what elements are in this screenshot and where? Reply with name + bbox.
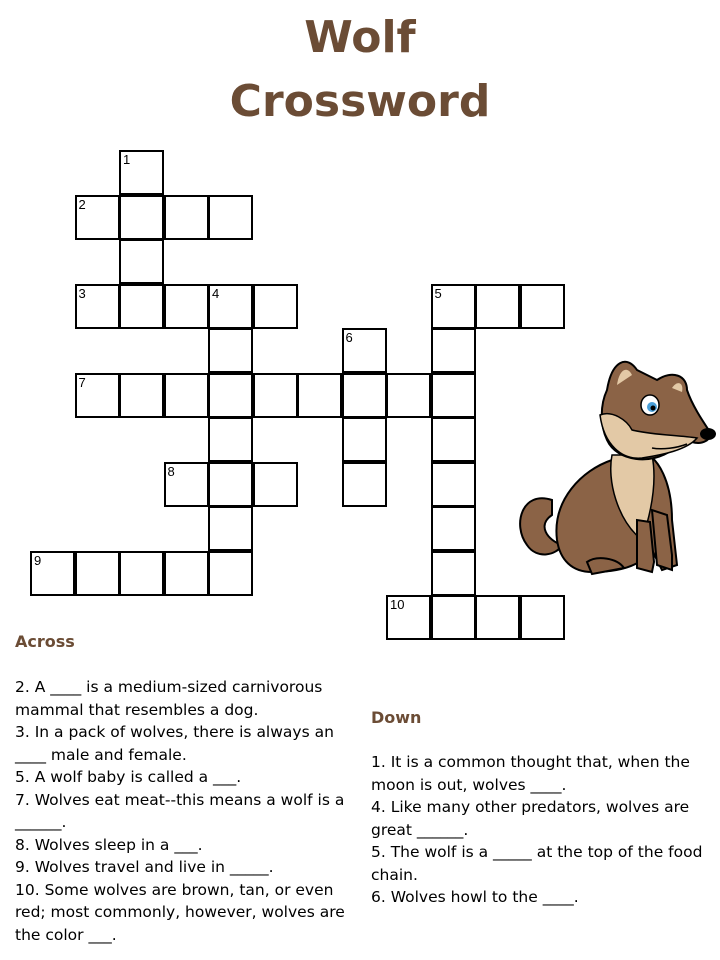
grid-cell[interactable]	[119, 150, 164, 195]
wolf-illustration	[512, 350, 717, 580]
grid-cell[interactable]	[297, 373, 342, 418]
across-clue: 5. A wolf baby is called a ___.	[15, 768, 242, 786]
across-clue-list	[15, 676, 345, 946]
clue-number: 1	[123, 152, 131, 167]
grid-cell[interactable]	[475, 284, 520, 329]
clue-number: 3	[78, 285, 86, 301]
clue-number: 4	[212, 285, 220, 301]
grid-cell[interactable]	[208, 373, 253, 418]
grid-cell[interactable]	[208, 462, 253, 507]
grid-cell[interactable]	[75, 284, 120, 329]
across-clue: 8. Wolves sleep in a ___.	[15, 835, 203, 854]
clue-number: 6	[345, 330, 353, 345]
down-clue: 1. It is a common thought that, when the moon is out, wolves ____.	[371, 753, 690, 794]
grid-cell[interactable]	[431, 462, 476, 507]
grid-cell[interactable]	[431, 595, 476, 640]
grid-cell[interactable]	[75, 551, 120, 596]
grid-cell[interactable]	[119, 239, 164, 284]
grid-cell[interactable]	[520, 284, 565, 329]
grid-cell[interactable]	[119, 284, 164, 329]
across-clue: 7. Wolves eat meat--this means a wolf is a ______.	[15, 790, 345, 831]
grid-cell[interactable]	[164, 284, 209, 329]
down-clue: 6. Wolves howl to the ____.	[371, 888, 579, 906]
down-clue: 4. Like many other predators, wolves are great ______.	[371, 798, 690, 839]
grid-cell[interactable]	[119, 195, 164, 240]
grid-cell[interactable]	[431, 373, 476, 418]
grid-cell[interactable]	[164, 551, 209, 596]
grid-cell[interactable]	[119, 551, 164, 596]
grid-cell[interactable]	[75, 373, 120, 418]
clue-number: 5	[434, 285, 442, 301]
grid-cell[interactable]	[208, 506, 253, 551]
grid-cell[interactable]	[119, 373, 164, 418]
grid-cell[interactable]	[30, 551, 75, 596]
grid-cell[interactable]	[342, 328, 387, 373]
clue-number: 2	[78, 196, 86, 212]
grid-cell[interactable]	[208, 328, 253, 373]
across-heading: Across	[15, 632, 75, 651]
grid-cell[interactable]	[253, 373, 298, 418]
across-clue: 10. Some wolves are brown, tan, or even red; most commonly, however, wolves are the color ___.	[15, 880, 345, 944]
grid-cell[interactable]	[208, 417, 253, 462]
across-clue: 3. In a pack of wolves, there is always an ____ male and female.	[15, 723, 334, 764]
title-line-2: Crossword	[229, 76, 491, 127]
grid-cell[interactable]	[253, 284, 298, 329]
down-clue: 5. The wolf is a _____ at the top of the food chain.	[371, 843, 703, 884]
title-line-1: Wolf	[304, 12, 416, 63]
across-clue: 2. A ____ is a medium-sized carnivorous mammal that resembles a dog.	[15, 678, 323, 719]
across-clue: 9. Wolves travel and live in _____.	[15, 858, 274, 876]
grid-cell[interactable]	[208, 551, 253, 596]
grid-cell[interactable]	[208, 284, 253, 329]
grid-cell[interactable]	[164, 373, 209, 418]
grid-cell[interactable]	[342, 373, 387, 418]
grid-cell[interactable]	[431, 506, 476, 551]
grid-cell[interactable]	[431, 551, 476, 596]
grid-cell[interactable]	[208, 195, 253, 240]
grid-cell[interactable]	[475, 595, 520, 640]
down-clue-list	[371, 751, 711, 909]
grid-cell[interactable]	[431, 417, 476, 462]
clue-number: 9	[34, 552, 42, 568]
clue-number: 7	[78, 374, 86, 390]
grid-cell[interactable]	[164, 195, 209, 240]
down-heading: Down	[371, 708, 422, 727]
grid-cell[interactable]	[342, 462, 387, 507]
grid-cell[interactable]	[164, 462, 209, 507]
clue-number: 8	[167, 463, 175, 479]
grid-cell[interactable]	[520, 595, 565, 640]
grid-cell[interactable]	[431, 328, 476, 373]
grid-cell[interactable]	[431, 284, 476, 329]
grid-cell[interactable]	[253, 462, 298, 507]
grid-cell[interactable]	[386, 595, 431, 640]
grid-cell[interactable]	[386, 373, 431, 418]
grid-cell[interactable]	[342, 417, 387, 462]
grid-cell[interactable]	[75, 195, 120, 240]
clue-number: 10	[390, 597, 405, 612]
